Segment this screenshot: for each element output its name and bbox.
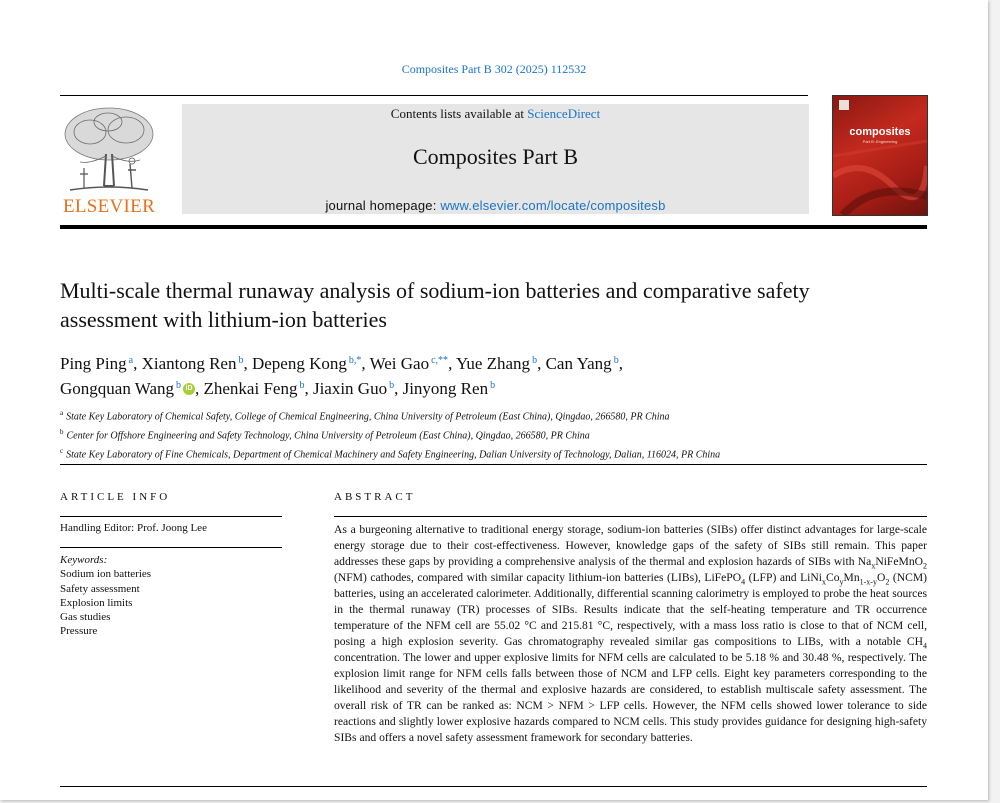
author-affiliation-mark[interactable]: b [299, 380, 305, 391]
abstract-segment: O [876, 571, 886, 584]
author-affiliation-mark[interactable]: b [389, 380, 395, 391]
affiliation-mark: b [60, 427, 64, 436]
journal-citation[interactable]: Composites Part B 302 (2025) 112532 [401, 62, 587, 76]
contents-prefix: Contents lists available at [390, 106, 528, 121]
affiliation-text: Center for Offshore Engineering and Safety Technology, China University of Petroleum (East China), Qingdao, 266580, PR China [66, 430, 590, 442]
handling-editor: Handling Editor: Prof. Joong Lee [60, 522, 207, 534]
homepage-prefix: journal homepage: [325, 198, 441, 213]
section-divider [60, 464, 927, 465]
author-affiliation-mark[interactable]: b [532, 355, 538, 366]
author-name[interactable]: Zhenkai Feng [203, 379, 298, 398]
contents-line [182, 106, 809, 122]
article-info-rule [60, 516, 282, 517]
author-affiliation-mark[interactable]: a [128, 355, 134, 366]
keyword-item: Sodium ion batteries [60, 568, 152, 581]
author-affiliation-mark[interactable]: b [490, 380, 496, 391]
author-name[interactable]: Jiaxin Guo [312, 379, 388, 398]
author-name[interactable]: Yue Zhang [455, 354, 531, 373]
homepage-link[interactable]: www.elsevier.com/locate/compositesb [440, 198, 666, 213]
author-affiliation-mark[interactable]: b [613, 355, 619, 366]
keyword-item: Explosion limits [60, 596, 133, 609]
abstract-heading: ABSTRACT [334, 491, 416, 503]
abstract-subscript: 4 [741, 577, 746, 587]
article-title: Multi-scale thermal runaway analysis of sodium-ion batteries and comparative safety assessment with lithium-ion batteries [60, 278, 810, 332]
journal-homepage [182, 198, 809, 213]
affiliation-mark: a [60, 409, 64, 417]
sciencedirect-link[interactable]: ScienceDirect [527, 106, 601, 121]
keyword-item: Safety assessment [60, 582, 140, 595]
orcid-icon[interactable] [183, 383, 195, 395]
abstract-segment: NiFeMnO [875, 555, 923, 568]
author-affiliation-mark[interactable]: c,** [431, 355, 449, 366]
affiliation-list [60, 406, 940, 462]
affiliation-text: State Key Laboratory of Fine Chemicals, Department of Chemical Machinery and Safety Engineering, Dalian University of Technology, Dalian, 116024, PR China [66, 448, 721, 460]
header-top-rule [60, 95, 808, 96]
abstract-segment: Co [826, 571, 840, 584]
abstract-segment: concentration. The lower and upper explosive limits for NFM cells are calculated to be 5.18 % and 30.48 %, respectively. The explosion limit range for NFM cells falls between those of NCM and LFP cells. Eight key parameters corresponding to the likelihood and severity of the thermal and explosive hazards are considered, to establish multiscale safety assessment. The overall risk of TR can be ranked as: NCM > NFM > LFP cells. However, the NFM cells showed lower tolerance to side reactions and slightly lower explosive hazards compared to NCM cells. This study provides guidance for designing high-safety SIBs and offers a novel safety assessment framework for secondary batteries. [334, 651, 927, 744]
abstract-text [334, 522, 927, 746]
abstract-subscript: 2 [885, 577, 890, 587]
abstract-subscript: x [871, 561, 876, 571]
elsevier-wordmark: ELSEVIER [62, 196, 156, 217]
abstract-segment: (NFM) cathodes, compared with similar capacity lithium-ion batteries (LIBs), LiFePO [334, 571, 742, 584]
author-name[interactable]: Wei Gao [369, 354, 430, 373]
footer-rule [60, 786, 927, 787]
author-affiliation-mark[interactable]: b,* [348, 355, 362, 366]
journal-banner [182, 104, 809, 214]
journal-cover-thumbnail[interactable] [832, 95, 928, 216]
abstract-segment: As a burgeoning alternative to traditional energy storage, sodium-ion batteries (SIBs) offer distinct advantages for large-scale energy storage due to their cost-effectiveness. However, knowledge gaps of the safety of SIBs still remain. This paper addresses these gaps by providing a comprehensive analysis of the thermal and explosion hazards of SIBs with Na [334, 523, 927, 568]
abstract-subscript: 4 [923, 641, 927, 651]
cover-subtitle: Part B: Engineering [862, 139, 898, 144]
keyword-item: Pressure [60, 625, 98, 638]
author-name[interactable]: Depeng Kong [251, 354, 347, 373]
affiliation-item [60, 444, 940, 463]
author-name[interactable]: Gongquan Wang [60, 379, 174, 398]
affiliation-mark: c [60, 446, 64, 455]
abstract-segment: (LFP) and LiNi [745, 571, 822, 584]
keywords-label: Keywords: [60, 554, 108, 566]
cover-pattern [833, 96, 927, 215]
author-name[interactable]: Ping Ping [60, 354, 127, 373]
author-name[interactable]: Can Yang [545, 354, 612, 373]
cover-title: composites [849, 126, 911, 138]
article-info-heading: ARTICLE INFO [60, 491, 171, 503]
abstract-segment: (NCM) batteries, using an accelerated calorimeter. Additionally, differential scanning calorimetry is employed to probe the heat sources in the thermal runaway (TR) processes of SIBs. Results indicate that the self-heating temperature and TR occurrence temperature of the NFM cell are 55.02 °C and 215.81 °C, respectively, with a mass loss ratio is close to that of NCM cell, posing a high explosion severity. Gas chromatography revealed similar gas compositions to LIBs, with a notable CH [334, 571, 927, 648]
header-thick-rule [60, 225, 927, 229]
author-name[interactable]: Xiantong Ren [141, 354, 237, 373]
keyword-item: Gas studies [60, 611, 111, 624]
abstract-segment: Mn [843, 571, 860, 584]
abstract-rule [334, 516, 927, 517]
affiliation-item [60, 406, 940, 425]
author-name[interactable]: Jinyong Ren [402, 379, 489, 398]
abstract-subscript: 1-x-y [859, 577, 877, 587]
abstract-subscript: x [822, 577, 826, 587]
abstract-subscript: y [839, 577, 844, 587]
author-affiliation-mark[interactable]: b [176, 380, 181, 391]
affiliation-text: State Key Laboratory of Chemical Safety, College of Chemical Engineering, China University of Petroleum (East China), Qingdao, 266580, PR China [66, 411, 670, 423]
affiliation-item [60, 425, 940, 444]
article-info-rule [60, 547, 282, 548]
author-affiliation-mark[interactable]: b [238, 355, 244, 366]
abstract-subscript: 2 [923, 561, 927, 571]
journal-name: Composites Part B [412, 144, 578, 169]
keywords-block [60, 553, 151, 639]
author-list: Ping Ping $^a$, Xiantong Ren $^b$, Depeng Kong $^{b,*}$, Wei Gao $^{c,**}$, Yue Zhang $^b$, Can Yang $^b$, Gongquan Wang $^b$iD , Zhenkai Feng $^b$, Jiaxin Guo $^b$, Jinyong Ren $^b$ [60, 350, 920, 400]
